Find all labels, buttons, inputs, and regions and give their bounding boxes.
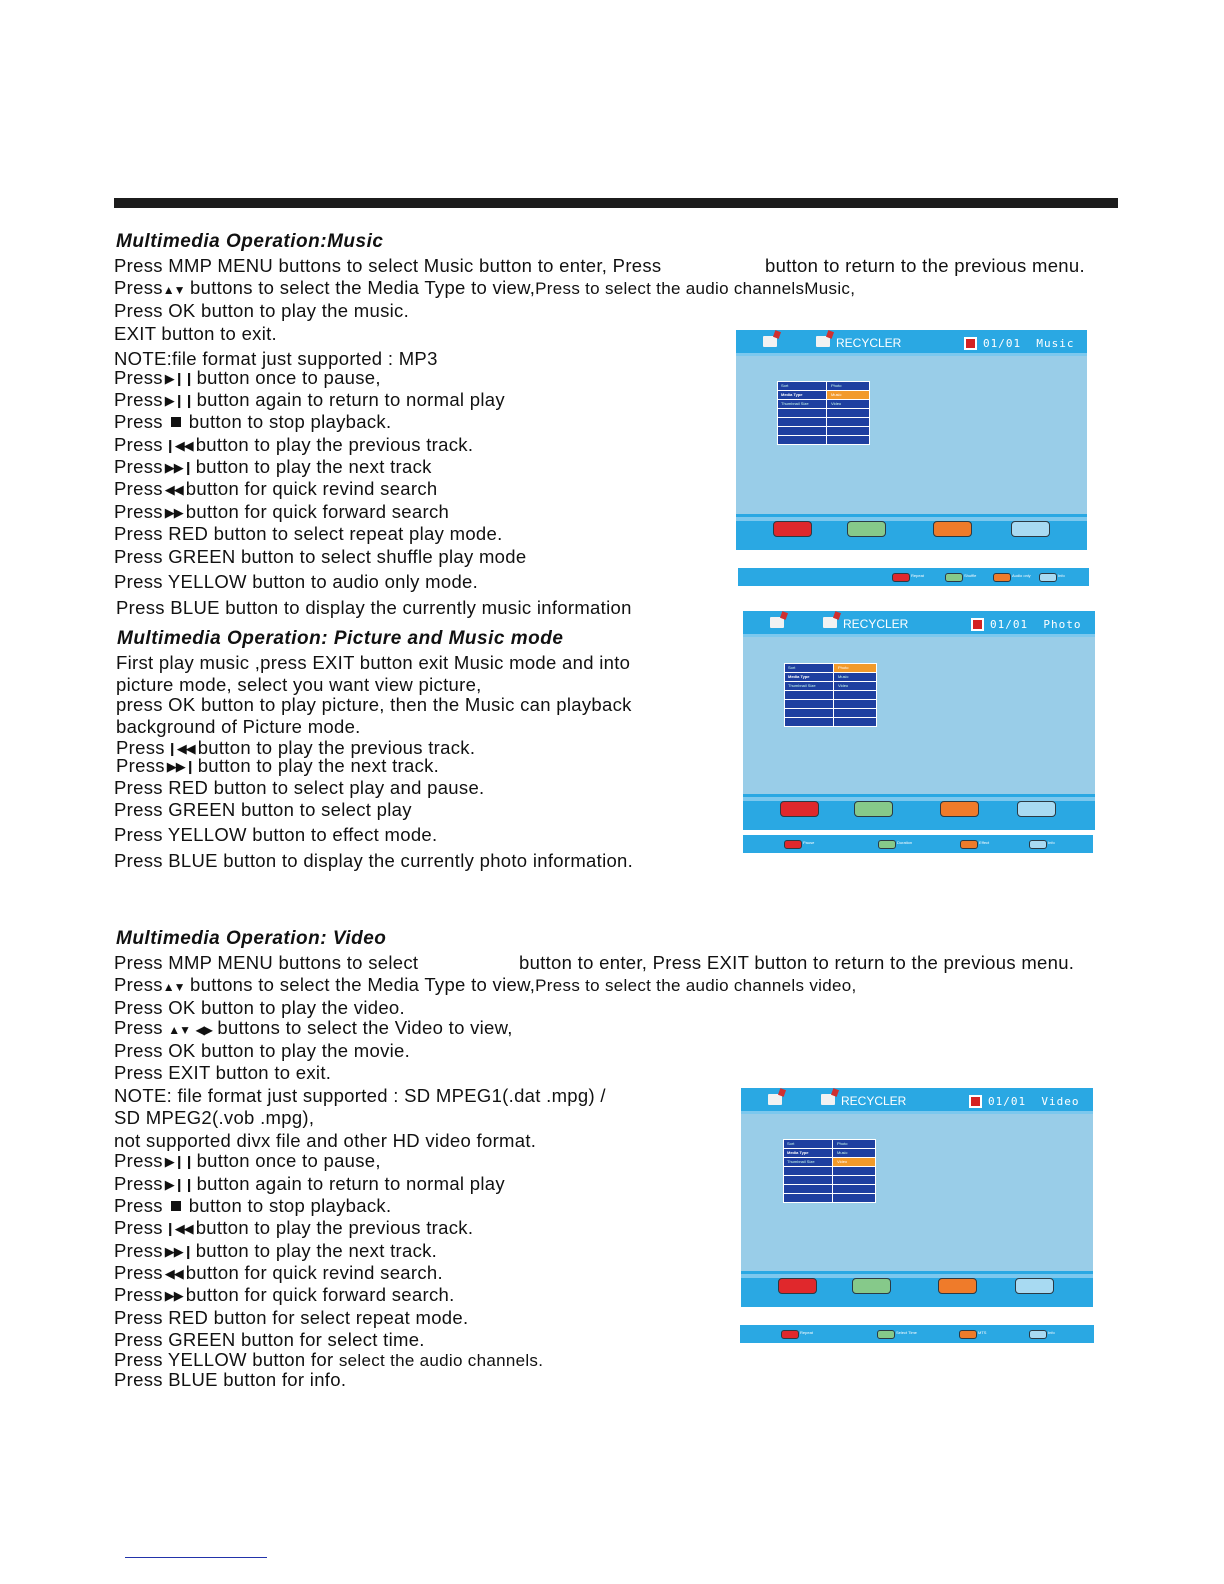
next-track-icon: ▶▶❙ xyxy=(164,460,193,475)
music-green-line: Press GREEN button to select shuffle play mode xyxy=(114,546,527,567)
mode-label: Music xyxy=(1036,337,1075,350)
red-key-icon xyxy=(781,1330,799,1339)
video-next-line xyxy=(114,1240,437,1262)
press-label: Press xyxy=(114,478,163,499)
folder-icon xyxy=(770,617,784,628)
yellow-button[interactable] xyxy=(938,1278,977,1294)
folder-icon xyxy=(768,1094,782,1105)
up-down-arrows-icon: ▲▼ xyxy=(162,980,185,994)
green-button[interactable] xyxy=(852,1278,891,1294)
section-divider xyxy=(114,198,1118,208)
menu-music[interactable]: Music xyxy=(838,674,849,679)
music-heading: Multimedia Operation:Music xyxy=(116,231,384,252)
stop-icon xyxy=(171,417,181,427)
play-pause-icon: ▶❙❙ xyxy=(164,1177,194,1192)
forward-text: button for quick forward search xyxy=(185,501,450,522)
screen-page xyxy=(990,618,1082,631)
yellow-button[interactable] xyxy=(933,521,972,537)
folder-icon xyxy=(821,1094,835,1105)
left-right-arrows-icon: ◀▶ xyxy=(195,1023,212,1037)
mode-label: Video xyxy=(1041,1095,1080,1108)
music-next-line xyxy=(114,456,432,478)
prev-text: button to play the previous track. xyxy=(195,434,474,455)
green-button[interactable] xyxy=(847,521,886,537)
picture-line-1: First play music ,press EXIT button exit Music mode and into xyxy=(116,652,631,673)
video-pause-line xyxy=(114,1150,381,1172)
video-line-5: Press OK button to play the movie. xyxy=(114,1040,411,1061)
rewind-text: button for quick revind search xyxy=(185,478,438,499)
red-button[interactable] xyxy=(780,801,819,817)
music-line-2c: Press to select the audio channelsMusic, xyxy=(535,279,856,298)
previous-track-icon: ❙◀◀ xyxy=(166,741,195,756)
page-icon xyxy=(969,1095,982,1108)
legend-red: Repeat xyxy=(911,573,924,578)
folder-icon xyxy=(823,617,837,628)
pause-text: button once to pause, xyxy=(196,367,381,388)
music-screen xyxy=(736,330,1087,550)
menu-sort[interactable]: Sort xyxy=(785,664,834,672)
rewind-icon: ◀◀ xyxy=(164,1266,183,1281)
music-rewind-line xyxy=(114,478,437,500)
green-key-icon xyxy=(945,573,963,582)
yellow-text-b: select the audio channels. xyxy=(338,1351,544,1370)
menu-media-type[interactable]: Media Type xyxy=(785,673,834,681)
music-normal-line xyxy=(114,389,505,411)
previous-track-icon: ❙◀◀ xyxy=(164,438,193,453)
next-track-icon: ▶▶❙ xyxy=(166,759,195,774)
press-label: Press xyxy=(114,367,163,388)
menu-music[interactable]: Music xyxy=(837,1150,848,1155)
red-key-icon xyxy=(784,840,802,849)
normal-text: button again to return to normal play xyxy=(196,1173,505,1194)
blue-key-icon xyxy=(1029,840,1047,849)
legend-red: Pause xyxy=(803,840,815,845)
next-text: button to play the next track. xyxy=(197,755,440,776)
screen-title: RECYCLER xyxy=(841,1094,907,1108)
menu-video[interactable]: Video xyxy=(838,683,849,688)
legend-yellow: Effect xyxy=(979,840,990,845)
menu-media-type[interactable]: Media Type xyxy=(778,391,827,399)
music-pause-line xyxy=(114,367,381,389)
prev-text: button to play the previous track. xyxy=(197,737,476,758)
up-down-arrows-icon: ▲▼ xyxy=(162,283,185,297)
picture-next-line xyxy=(116,755,439,777)
photo-screen xyxy=(743,611,1095,830)
music-line-2b: buttons to select the Media Type to view, xyxy=(190,277,536,298)
legend-blue: Info xyxy=(1048,840,1055,845)
press-label: Press xyxy=(114,1284,163,1305)
screen-title: RECYCLER xyxy=(843,617,909,631)
music-prev-line xyxy=(114,434,473,456)
music-line-1b: button to return to the previous menu. xyxy=(765,255,1085,276)
media-menu[interactable] xyxy=(783,1139,876,1203)
red-button[interactable] xyxy=(773,521,812,537)
press-label: Press xyxy=(114,501,163,522)
music-legend xyxy=(738,568,1089,586)
press-label: Press xyxy=(114,1150,163,1171)
music-stop-line xyxy=(114,411,391,433)
rewind-icon: ◀◀ xyxy=(164,482,183,497)
press-label: Press xyxy=(114,389,163,410)
footer-rule xyxy=(125,1557,267,1558)
music-forward-line xyxy=(114,501,449,523)
photo-legend xyxy=(743,835,1093,853)
video-line-3: Press OK button to play the video. xyxy=(114,997,405,1018)
legend-blue: Info xyxy=(1058,573,1065,578)
video-line-2c: Press to select the audio channels video, xyxy=(535,976,857,995)
screen-title: RECYCLER xyxy=(836,336,902,350)
menu-thumb[interactable]: Thumbnail Size xyxy=(785,682,834,690)
press-label: Press xyxy=(116,755,165,776)
press-label: Press xyxy=(114,1173,163,1194)
music-line-3: Press OK button to play the music. xyxy=(114,300,410,321)
press-label: Press xyxy=(114,1240,163,1261)
up-down-arrows-icon: ▲▼ xyxy=(168,1023,191,1037)
press-label: Press xyxy=(114,1017,163,1038)
picture-green-line: Press GREEN button to select play xyxy=(114,799,412,820)
yellow-button[interactable] xyxy=(940,801,979,817)
music-blue-line: Press BLUE button to display the currently music information xyxy=(116,597,632,618)
video-line-2b: buttons to select the Media Type to view, xyxy=(190,974,536,995)
legend-green: Select Time xyxy=(896,1330,917,1335)
video-normal-line xyxy=(114,1173,505,1195)
screen-page xyxy=(983,337,1075,350)
music-yellow-line: Press YELLOW button to audio only mode. xyxy=(114,571,479,592)
video-stop-line xyxy=(114,1195,391,1217)
music-line-2a: Press xyxy=(114,277,163,298)
video-forward-line xyxy=(114,1284,455,1306)
menu-photo[interactable]: Photo xyxy=(834,664,876,672)
menu-sort[interactable]: Sort xyxy=(778,382,827,390)
press-label: Press xyxy=(114,434,163,455)
press-label: Press xyxy=(114,1217,163,1238)
press-label: Press xyxy=(114,411,163,432)
video-line-4b: buttons to select the Video to view, xyxy=(217,1017,513,1038)
blue-key-icon xyxy=(1029,1330,1047,1339)
video-line-4 xyxy=(114,1017,513,1039)
forward-text: button for quick forward search. xyxy=(185,1284,455,1305)
page-icon xyxy=(971,618,984,631)
previous-track-icon: ❙◀◀ xyxy=(164,1221,193,1236)
press-label: Press xyxy=(116,737,165,758)
blue-button[interactable] xyxy=(1015,1278,1054,1294)
red-button[interactable] xyxy=(778,1278,817,1294)
picture-red-line: Press RED button to select play and pause. xyxy=(114,777,485,798)
video-heading: Multimedia Operation: Video xyxy=(116,928,387,949)
folder-icon xyxy=(816,336,830,347)
video-rewind-line xyxy=(114,1262,443,1284)
picture-blue-line: Press BLUE button to display the currently photo information. xyxy=(114,850,634,871)
video-line-6: Press EXIT button to exit. xyxy=(114,1062,332,1083)
media-menu[interactable] xyxy=(784,663,877,727)
red-key-icon xyxy=(892,573,910,582)
play-pause-icon: ▶❙❙ xyxy=(164,1154,194,1169)
play-pause-icon: ▶❙❙ xyxy=(164,393,194,408)
video-line-1b: button to enter, Press EXIT button to return to the previous menu. xyxy=(519,952,1075,973)
stop-icon xyxy=(171,1201,181,1211)
next-text: button to play the next track. xyxy=(195,1240,438,1261)
press-label: Press xyxy=(114,1195,163,1216)
video-line-2 xyxy=(114,974,857,996)
legend-blue: Info xyxy=(1048,1330,1055,1335)
picture-heading: Multimedia Operation: Picture and Music mode xyxy=(117,628,564,649)
menu-thumb[interactable]: Thumbnail Size xyxy=(778,400,827,408)
normal-text: button again to return to normal play xyxy=(196,389,505,410)
mode-label: Photo xyxy=(1043,618,1082,631)
menu-media-type[interactable]: Media Type xyxy=(784,1149,833,1157)
video-screen xyxy=(741,1088,1093,1307)
video-prev-line xyxy=(114,1217,473,1239)
folder-icon xyxy=(763,336,777,347)
menu-video[interactable]: Video xyxy=(833,1158,875,1166)
green-key-icon xyxy=(878,840,896,849)
press-label: Press xyxy=(114,456,163,477)
rewind-text: button for quick revind search. xyxy=(185,1262,443,1283)
yellow-key-icon xyxy=(960,840,978,849)
video-note-3: not supported divx file and other HD video format. xyxy=(114,1130,537,1151)
picture-line-4: background of Picture mode. xyxy=(116,716,361,737)
stop-text: button to stop playback. xyxy=(188,1195,392,1216)
legend-red: Repeat xyxy=(800,1330,813,1335)
menu-photo[interactable]: Photo xyxy=(831,383,842,388)
music-line-1a: Press MMP MENU buttons to select Music button to enter, Press xyxy=(114,255,662,276)
video-note-2: SD MPEG2(.vob .mpg), xyxy=(114,1107,315,1128)
music-note: NOTE:file format just supported : MP3 xyxy=(114,348,438,369)
blue-button[interactable] xyxy=(1017,801,1056,817)
legend-green: Duration xyxy=(897,840,913,845)
video-yellow-line xyxy=(114,1349,543,1371)
page-number: 01/01 xyxy=(983,337,1022,350)
next-text: button to play the next track xyxy=(195,456,432,477)
stop-text: button to stop playback. xyxy=(188,411,392,432)
media-menu[interactable] xyxy=(777,381,870,445)
video-legend xyxy=(740,1325,1094,1343)
page-number: 01/01 xyxy=(990,618,1029,631)
video-line-2a: Press xyxy=(114,974,163,995)
menu-music[interactable]: Music xyxy=(827,391,869,399)
picture-yellow-line: Press YELLOW button to effect mode. xyxy=(114,824,438,845)
screen-page xyxy=(988,1095,1080,1108)
music-line-4: EXIT button to exit. xyxy=(114,323,277,344)
pause-text: button once to pause, xyxy=(196,1150,381,1171)
blue-button[interactable] xyxy=(1011,521,1050,537)
video-blue-line: Press BLUE button for info. xyxy=(114,1369,347,1390)
video-green-line: Press GREEN button for select time. xyxy=(114,1329,425,1350)
picture-line-3: press OK button to play picture, then the Music can playback xyxy=(116,694,632,715)
prev-text: button to play the previous track. xyxy=(195,1217,474,1238)
legend-green: Shuffle xyxy=(964,573,977,578)
legend-yellow: Audio only xyxy=(1012,573,1031,578)
music-line-2 xyxy=(114,277,855,299)
menu-photo[interactable]: Photo xyxy=(837,1141,848,1146)
press-label: Press xyxy=(114,1262,163,1283)
fast-forward-icon: ▶▶ xyxy=(164,505,183,520)
music-red-line: Press RED button to select repeat play mode. xyxy=(114,523,503,544)
video-note-1: NOTE: file format just supported : SD MPEG1(.dat .mpg) / xyxy=(114,1085,606,1106)
picture-line-2: picture mode, select you want view picture, xyxy=(116,674,482,695)
page-icon xyxy=(964,337,977,350)
legend-yellow: MTS xyxy=(978,1330,987,1335)
yellow-key-icon xyxy=(993,573,1011,582)
blue-key-icon xyxy=(1039,573,1057,582)
yellow-key-icon xyxy=(959,1330,977,1339)
next-track-icon: ▶▶❙ xyxy=(164,1244,193,1259)
green-button[interactable] xyxy=(854,801,893,817)
menu-thumb[interactable]: Thumbnail Size xyxy=(784,1158,833,1166)
menu-video[interactable]: Video xyxy=(831,401,842,406)
yellow-text-a: Press YELLOW button for xyxy=(114,1349,334,1370)
play-pause-icon: ▶❙❙ xyxy=(164,371,194,386)
menu-sort[interactable]: Sort xyxy=(784,1140,833,1148)
video-red-line: Press RED button for select repeat mode. xyxy=(114,1307,469,1328)
video-line-1a: Press MMP MENU buttons to select xyxy=(114,952,419,973)
page-number: 01/01 xyxy=(988,1095,1027,1108)
fast-forward-icon: ▶▶ xyxy=(164,1288,183,1303)
green-key-icon xyxy=(877,1330,895,1339)
